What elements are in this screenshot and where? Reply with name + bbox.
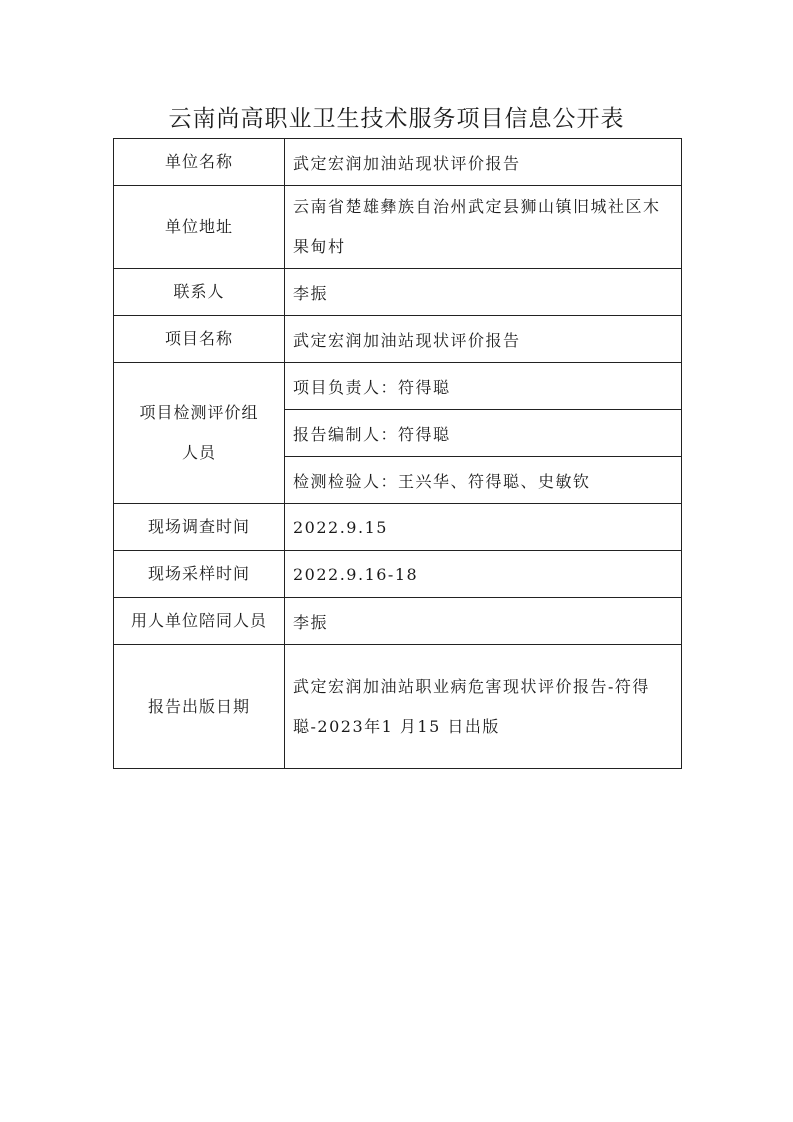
unit-name-value: 武定宏润加油站现状评价报告 [285, 139, 682, 186]
sampling-time-value: 2022.9.16-18 [285, 551, 682, 598]
publish-date-value: 武定宏润加油站职业病危害现状评价报告-符得聪-2023年1 月15 日出版 [293, 677, 650, 736]
contact-value: 李振 [285, 269, 682, 316]
team-label-cell [114, 363, 285, 504]
table-row [114, 186, 682, 269]
table-row [114, 598, 682, 645]
project-name-value: 武定宏润加油站现状评价报告 [285, 316, 682, 363]
team-leader-value: 项目负责人：符得聪 [285, 363, 682, 410]
table-row [114, 269, 682, 316]
table-row [114, 316, 682, 363]
publish-date-cell [285, 645, 682, 769]
contact-label: 联系人 [114, 269, 285, 316]
table-row [114, 645, 682, 769]
team-editor-value: 报告编制人：符得聪 [285, 410, 682, 457]
project-name-label: 项目名称 [114, 316, 285, 363]
table-row [114, 551, 682, 598]
survey-time-value: 2022.9.15 [285, 504, 682, 551]
unit-address-value: 云南省楚雄彝族自治州武定县狮山镇旧城社区木果甸村 [293, 197, 661, 256]
info-table [113, 138, 682, 769]
table-row [114, 504, 682, 551]
sampling-time-label: 现场采样时间 [114, 551, 285, 598]
unit-address-cell [285, 186, 682, 269]
table-row [114, 139, 682, 186]
survey-time-label: 现场调查时间 [114, 504, 285, 551]
unit-address-label: 单位地址 [114, 186, 285, 269]
table-row [114, 363, 682, 410]
team-label: 项目检测评价组人员 [139, 403, 259, 462]
unit-name-label: 单位名称 [114, 139, 285, 186]
accompany-label: 用人单位陪同人员 [114, 598, 285, 645]
publish-date-label: 报告出版日期 [114, 645, 285, 769]
page-title: 云南尚高职业卫生技术服务项目信息公开表 [168, 106, 625, 132]
team-inspectors-value: 检测检验人：王兴华、符得聪、史敏钦 [285, 457, 682, 504]
accompany-value: 李振 [285, 598, 682, 645]
